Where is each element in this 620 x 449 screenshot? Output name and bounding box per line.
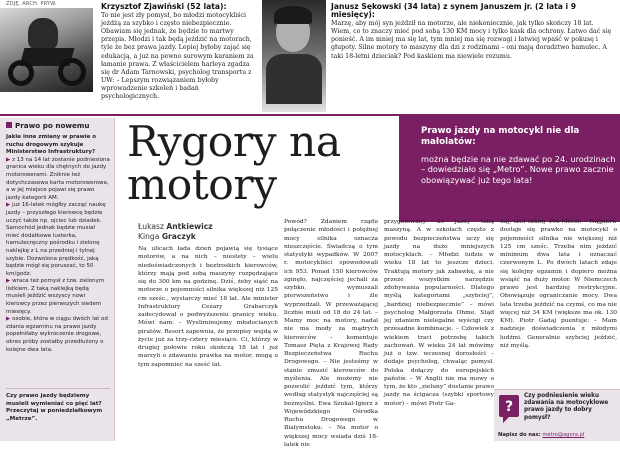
quote-name: Krzysztof Zjawiński (52 lata):: [101, 2, 227, 11]
article-column-4: daj, szef szkoły Pro-Moror. – Najpierw dostaje się prawko na motocykl o pojemności silnika nie większej niż 125 cm sześc. Trzeba nim jeździć minimum dwa lata i oznaczać czerwonym L. Po dwóch latach zdaje się kolejny egzamin i dopiero można wsiąść na duży motor. W Niemczech prawo jest bardziej restrykcyjne. Obowiązuje ograniczanie mocy. Dwa lata trzeba jeździć na czymś, co ma nie więcej niż 34 KM (większe ma ok. 130 KM). Piotr Gadaj puentuje: – Mam nadzieje doświadczenia z młodymi ludźmi. Generalnie szybciej jeździć, niż myślą.: [500, 219, 617, 349]
photo-credit: ZDJĘ. ARCH. PRYW.: [6, 1, 57, 7]
lead-banner: [399, 116, 620, 222]
motorcyclist-photo: [0, 8, 93, 92]
article-column-3: przygotowany do jazdy taką maszyną. A w szkołach często z powodu bezpieczeństwa uczy się jazdy na dużo mniejszych motocyklach. – Młodzi ludzie w wieku 18 lat to jeszcze dzieci. Traktują motory jak zabawkę, a nie przeze wszystkim narzędzie zdobywania popularności. Dlatego myślą kategoriami „szybciej”, „bardziej niebezpiecznie” – mówi psycholog Małgorzata Ohme. Stąd jej zdaniem nielegalne wyścigi czy przesadne kombinacje. – Człowiek z wiekiem traci potrzebę takich zachowań. W wieku 24 lat mówimy już o tzw. wczesnej dorosłości – dodaje psycholog, chwaląc pomysł. Polska dołączy do europejskich państw. – W Anglii nie ma mowy o tym, że kto „zieluny” dostanie prawo jazdy na ścigacza (szybki sportowy motor) – mówi Piotr Ga-: [384, 219, 494, 407]
square-bullet-icon: [6, 122, 12, 128]
quote-sekowski: [331, 3, 615, 61]
banner-text: można będzie na nie zdawać po 24. urodzinach – dowiedziało się „Metro”. Nowe prawo zacznie obowiązywać już tego lata!: [421, 154, 616, 185]
byline: [138, 222, 213, 241]
sidebar-title: Prawo po nowemu: [6, 121, 90, 130]
sidebar-item: ▶ osobie, która w ciągu dwóch lat od zdania egzaminu na prawo jazdy popełniłaby wykroczenie drogowe, okres próby zostałby przedłużony o kolejne dwa lata.: [6, 316, 108, 353]
hair-shape: [274, 6, 312, 24]
jacket-shape: [266, 54, 322, 104]
reader-question-box: [494, 389, 620, 441]
sidebar-item: ▶ już 16-latek mógłby zacząć naukę jazdy – przyszłego kierowcę będzie uczyć także np. ojciec lub dziadek. Samochód jednak będzie musiał mieć dodatkowe lusterka, hamulecręczny pośrodku i zielonę naklejkę z L na przedniej i tylnej szybie. Dozwolona prędkość, jaką będzie mógł się poruszać, to 50 km/godz.: [6, 202, 106, 277]
sidebar-body: [6, 134, 110, 354]
article-column-1: Na ulicach łada dzień pojawią się tysiące motorów, a na nich – niestety – wielu niedoświadczonych i beztroskich kierowców, którzy mają pod sobą maszyny rozpędzające się do 300 km na godzinę. Dziś, żeby siąść na motorze o pojemności silnika większej niż 125 cm sześc., wystarczy mieć 18 lat. Ale minister Infrastruktury Cezary Grabarczyk zadecydował o podwyższeniu granicy wieku. Mówi nam: – Wyeliminujemy młodocianych piratów. Resort zapewnia, że przepisy wejdą w życie już za trzy-cztery miesiące. Ci, którzy w drugiej połowie roku skończą 18 lat i już marzyli o zdawaniu prawka na motor, mogą o tym zapomnieć na sześć lat.: [138, 246, 278, 368]
quote-zjawinski: [101, 3, 258, 101]
info-sidebar: [0, 118, 115, 441]
arrow-bullet-icon: ▶: [6, 156, 13, 163]
father-son-photo: [262, 0, 326, 112]
author-1: Łukasz Antkiewicz: [138, 222, 213, 231]
quote-text: Marzę, aby mój syn jeździł na motorze, ale niekoniecznie, jak tylko skończy 18 lat. Wiem, co to znaczy mieć pod sobą 130 KM mocy i tylko kask dla ochrony. Łatwo dać się ponieść. A im mniej ma się lat, tym mniej ma się rozwagi i łatwiej wpaść w pokusę i głupoty. Silne motory to maszyny dla dzi z rodzinami – oni mają doradztwo hamulec. A taki 18-letni dzieciak? Pod kaskiem ma niewiele rozumu.: [331, 20, 612, 60]
article-headline: Rygory na motory: [127, 117, 341, 209]
svg-text:?: ?: [504, 399, 514, 415]
rear-wheel-shape: [58, 58, 86, 86]
sidebar-footer: Czy prawo jazdy będziemy musieli wymieniać co pięć lat? Przeczytaj w poniedziałkowym „Metrze”.: [6, 388, 110, 423]
author-2: Kinga Graczyk: [138, 231, 196, 241]
contact-email-link[interactable]: metro@agora.pl: [542, 432, 585, 438]
headline-area: [116, 116, 620, 226]
quote-text: To nie jest zły pomysł, bo młodzi motocykliści jeżdżą za szybko i często niebezpiecznie. Obawiam się jednak, że będzie to martwy przepis. Młodzi i tak będą jeździć na motorach, tyle że bez prawa jazdy. Lepiej byłoby zająć się edukacją, a już na pewno surowym karaniem za łamanie prawa. Z właścicielem harleya zgadza się dr Adam Tarnowski, psycholog transportu z UW: – Lepszym rozwiązaniem byłoby wprowadzenie szkoleń i badań psychologicznych.: [101, 12, 254, 101]
arrow-bullet-icon: ▶: [6, 202, 13, 209]
sidebar-question: Jakie inne zmiany w prawie o ruchu drogowym szykuje Ministerstwo Infrastruktury?: [6, 134, 96, 156]
reader-question: Czy podniesienie wieku zdawania na motocyklowe prawo jazdy to dobry pomysł?: [524, 393, 609, 421]
banner-lead: Prawo jazdy na motocykl nie dla małolatów:: [421, 126, 580, 147]
contact-line: Napisz do nas: metro@agora.pl: [498, 432, 585, 438]
arrow-bullet-icon: ▶: [6, 316, 13, 323]
sidebar-item: ▶ wraca też pomysł z tzw. zielonym listkiem. Z taką naklejką będą musieli jeździć wszyscy nowi kierowcy przez pierwszych siedem miesięcy.: [6, 278, 105, 315]
top-strip: [0, 0, 620, 112]
rider-shape: [28, 18, 58, 50]
speech-bubble-icon: [498, 394, 520, 424]
article-column-2: Powód? Zdaniem rządu połączenie młodości i potężnej mocy silnika oznacza nieszczęście. Świadczą o tym statystyki wypadków. W 2007 r. motocykliści spowodowali ich 953. Ponad 150 kierowców zginęło, najczęściej jechali za szybko, wymuszali pierwszeństwo i źle wyprzedzali. W przeważającej liczbie mieli od 18 do 24 lat. – Mamy moc na motory, nadal nie ma mody za mądrych kierowców – komentuje Tomasz Pięta z Krajowej Rady Bezpieczeństwa Ruchu Drogowego. – Nie jesteśmy w stanie zmusić kierowców do myślenia. Ale możemy nie pozwolić jeździć tym, którzy według statystyk najczęściej są bezmyślni. Ewa Szukal-Igierz z Wojewódzkiego Ośrodka Ruchu Drogowego w Białymstoku: – Na motor o większej mocy wsiada dziś 18-latek nie: [284, 219, 378, 448]
arrow-bullet-icon: ▶: [6, 278, 13, 285]
front-wheel-shape: [8, 60, 34, 86]
quote-name: Janusz Sękowski (34 lata) z synem Januszem jr. (2 lata i 9 miesięcy):: [331, 2, 577, 20]
sidebar-item: ▶ z 13 na 14 lat zostanie podniesiona granica wieku dla chętnych do jazdy motorowerami. Zniknie też dotychczasowa karta motorowerowa, a w jej miejsce pojawi się prawo jazdy kategorii AM.: [6, 156, 110, 201]
